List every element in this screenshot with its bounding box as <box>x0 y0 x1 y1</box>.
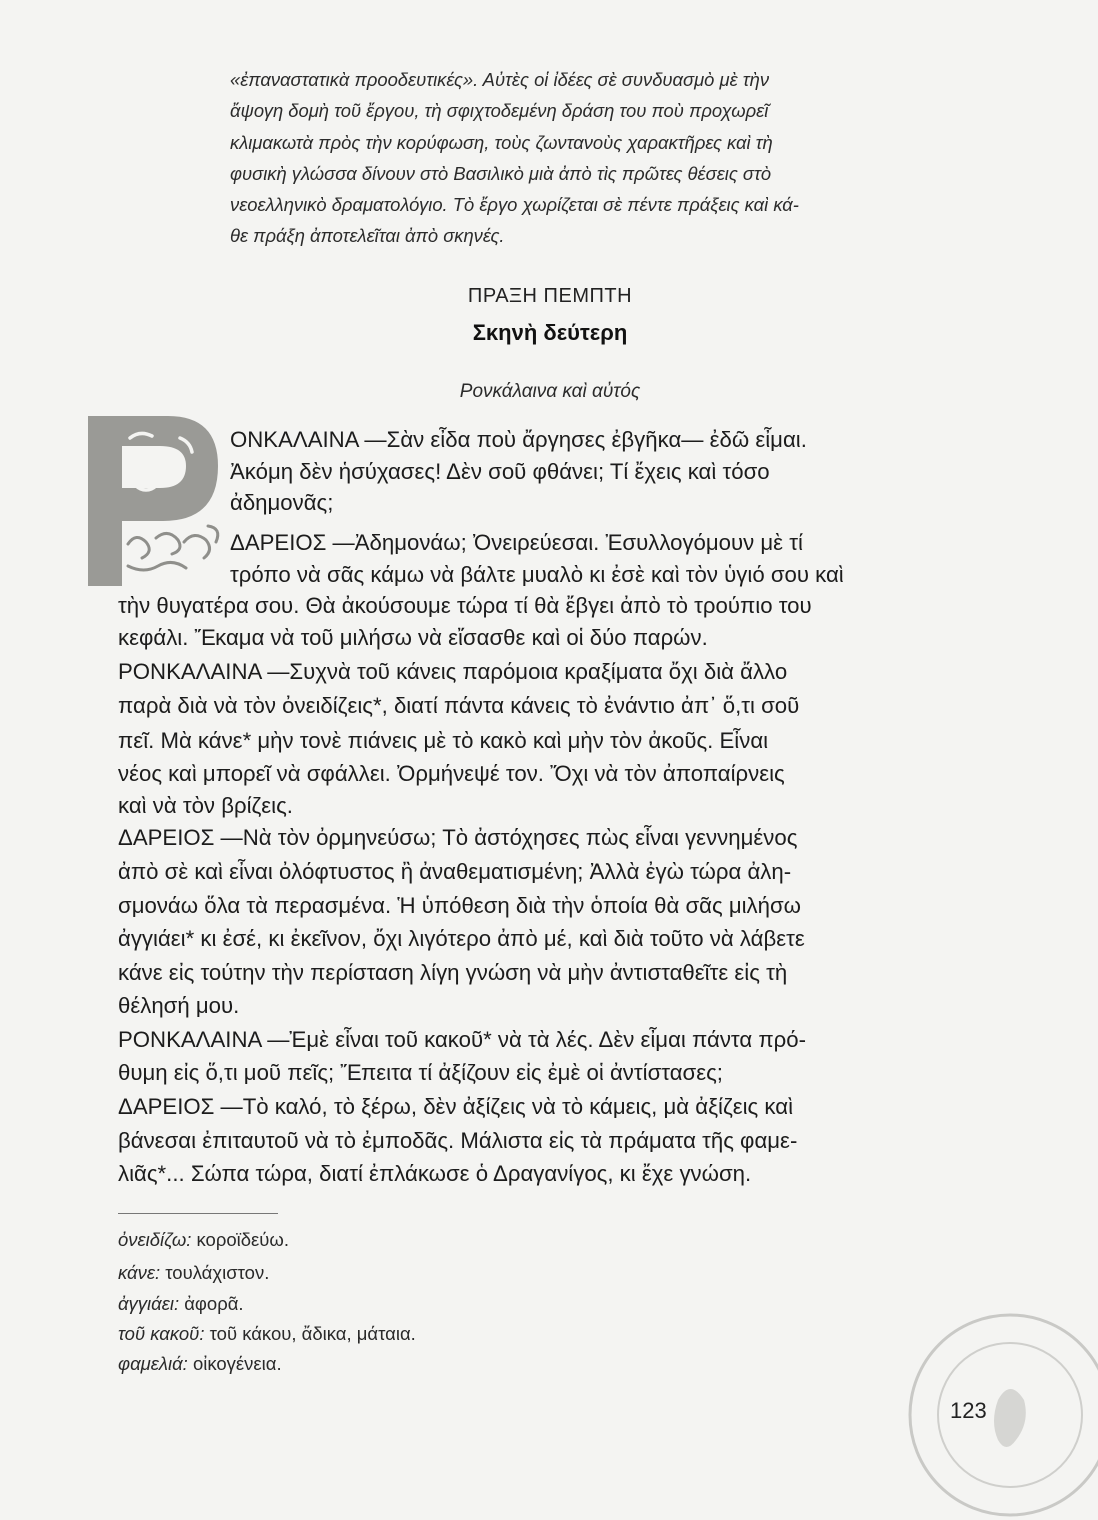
text-line: λιᾶς*... Σώπα τώρα, διατί ἐπλάκωσε ὁ Δραγανίγος, κι ἔχε γνώση. <box>118 1161 752 1186</box>
intro-line: νεοελληνικὸ δραματολόγιο. Τὸ ἔργο χωρίζεται σὲ πέντε πράξεις καὶ κά- <box>230 194 799 216</box>
footnote-divider <box>118 1213 278 1214</box>
footnote <box>118 1293 244 1315</box>
footnote-term: ὀνειδίζω: <box>118 1229 192 1250</box>
intro-line: ἄψογη δομὴ τοῦ ἔργου, τὴ σφιχτοδεμένη δράση του ποὺ προχωρεῖ <box>230 100 769 122</box>
text-line: ἀδημονᾶς; <box>230 490 334 515</box>
intro-line: φυσικὴ γλώσσα δίνουν στὸ Βασιλικὸ μιὰ ἀπὸ τὶς πρῶτες θέσεις στὸ <box>230 162 772 184</box>
text-line: ΡΟΝΚΑΛΑΙΝΑ —Ἐμὲ εἶναι τοῦ κακοῦ* νὰ τὰ λές. Δὲν εἶμαι πάντα πρό- <box>118 1027 807 1052</box>
text-line: κάνε εἰς τούτην τὴν περίσταση λίγη γνώση νὰ μὴν ἀντισταθεῖτε εἰς τὴ <box>118 960 788 985</box>
footnote-term: ἀγγιάει: <box>118 1293 180 1314</box>
footnote-term: φαμελιά: <box>118 1353 188 1374</box>
text-line: κεφάλι. Ἔκαμα νὰ τοῦ μιλήσω νὰ εἴσασθε καὶ οἱ δύο παρών. <box>118 625 708 650</box>
scene-title: Σκηνὴ δεύτερη <box>472 320 628 345</box>
footnote <box>118 1323 416 1345</box>
text-line: παρὰ διὰ νὰ τὸν ὀνειδίζεις*, διατί πάντα κάνεις τὸ ἐνάντιο ἀπ᾽ ὅ,τι σοῦ <box>118 693 800 718</box>
text-line: ΔΑΡΕΙΟΣ —Ἀδημονάω; Ὀνειρεύεσαι. Ἐσυλλογόμουν μὲ τί <box>230 530 803 555</box>
intro-line: θε πράξη ἀποτελεῖται ἀπὸ σκηνές. <box>230 225 505 247</box>
footnote-term: κάνε: <box>118 1262 161 1283</box>
footnote-definition: τουλάχιστον. <box>165 1262 270 1283</box>
footnote <box>118 1353 282 1375</box>
footnote-definition: οἰκογένεια. <box>192 1353 282 1374</box>
footnote <box>118 1229 289 1251</box>
act-title: ΠΡΑΞΗ ΠΕΜΠΤΗ <box>467 285 633 307</box>
footnote-definition: τοῦ κάκου, ἄδικα, μάταια. <box>209 1323 416 1344</box>
text-line: ΡΟΝΚΑΛΑΙΝΑ —Συχνὰ τοῦ κάνεις παρόμοια κραξίματα ὄχι διὰ ἄλλο <box>118 659 788 684</box>
text-line: ἀπὸ σὲ καὶ εἶναι ὀλόφτυστος ἢ ἀναθεματισμένη; Ἀλλὰ ἐγὼ τώρα ἀλη- <box>118 859 792 884</box>
page-number: 123 <box>950 1398 987 1423</box>
text-line: τὴν θυγατέρα σου. Θὰ ἀκούσουμε τώρα τί θὰ ἔβγει ἀπὸ τὸ τρούπιο του <box>118 593 812 618</box>
footnote-definition: κοροϊδεύω. <box>196 1229 289 1250</box>
text-line: ἀγγιάει* κι ἐσέ, κι ἐκεῖνον, ὄχι λιγότερο ἀπὸ μέ, καὶ διὰ τοῦτο νὰ λάβετε <box>118 926 805 951</box>
footnote-term: τοῦ κακοῦ: <box>118 1323 205 1344</box>
text-line: νέος καὶ μπορεῖ νὰ σφάλλει. Ὀρμήνεψέ τον. Ὄχι νὰ τὸν ἀποπαίρνεις <box>118 761 785 786</box>
text-line: θυμη εἰς ὅ,τι μοῦ πεῖς; Ἔπειτα τί ἀξίζουν εἰς ἐμὲ οἱ ἀντίστασες; <box>118 1060 723 1085</box>
text-line: τρόπο νὰ σᾶς κάμω νὰ βάλτε μυαλὸ κι ἐσὲ καὶ τὸν ὑγιό σου καὶ <box>230 562 844 587</box>
footnote <box>118 1262 269 1284</box>
text-line: σμονάω ὅλα τὰ περασμένα. Ἡ ὑπόθεση διὰ τὴν ὁποία θὰ σᾶς μιλήσω <box>118 893 802 918</box>
intro-line: «ἐπαναστατικὰ προοδευτικές». Αὐτὲς οἱ ἰδέες σὲ συνδυασμὸ μὲ τὴν <box>230 69 770 90</box>
text-line: Ἀκόμη δὲν ἡσύχασες! Δὲν σοῦ φθάνει; Τί ἔχεις καὶ τόσο <box>230 459 770 484</box>
text-line: ΔΑΡΕΙΟΣ —Νὰ τὸν ὀρμηνεύσω; Τὸ ἀστόχησες πὼς εἶναι γεννημένος <box>118 825 798 850</box>
text-line: θέλησή μου. <box>118 993 240 1018</box>
text-line: ΔΑΡΕΙΟΣ —Τὸ καλό, τὸ ξέρω, δὲν ἀξίζεις νὰ τὸ κάμεις, μὰ ἀξίζεις καὶ <box>118 1094 793 1119</box>
scene-persons: Ρονκάλαινα καὶ αὐτός <box>459 381 641 402</box>
footnote-definition: ἀφορᾶ. <box>184 1293 244 1314</box>
text-line: καὶ νὰ τὸν βρίζεις. <box>118 793 293 818</box>
text-line: πεῖ. Μὰ κάνε* μὴν τονὲ πιάνεις μὲ τὸ κακὸ καὶ μὴν τὸν ἀκοῦς. Εἶναι <box>118 728 769 753</box>
text-line: ΟΝΚΑΛΑΙΝΑ —Σὰν εἶδα ποὺ ἄργησες ἐβγῆκα— ἐδῶ εἶμαι. <box>230 427 807 452</box>
library-stamp-icon <box>890 1300 1098 1520</box>
text-line: βάνεσαι ἐπιταυτοῦ νὰ τὸ ἐμποδᾶς. Μάλιστα εἰς τὰ πράματα τῆς φαμε- <box>118 1128 798 1153</box>
intro-line: κλιμακωτὰ πρὸς τὴν κορύφωση, τοὺς ζωντανοὺς χαρακτῆρες καὶ τὴ <box>230 131 773 153</box>
